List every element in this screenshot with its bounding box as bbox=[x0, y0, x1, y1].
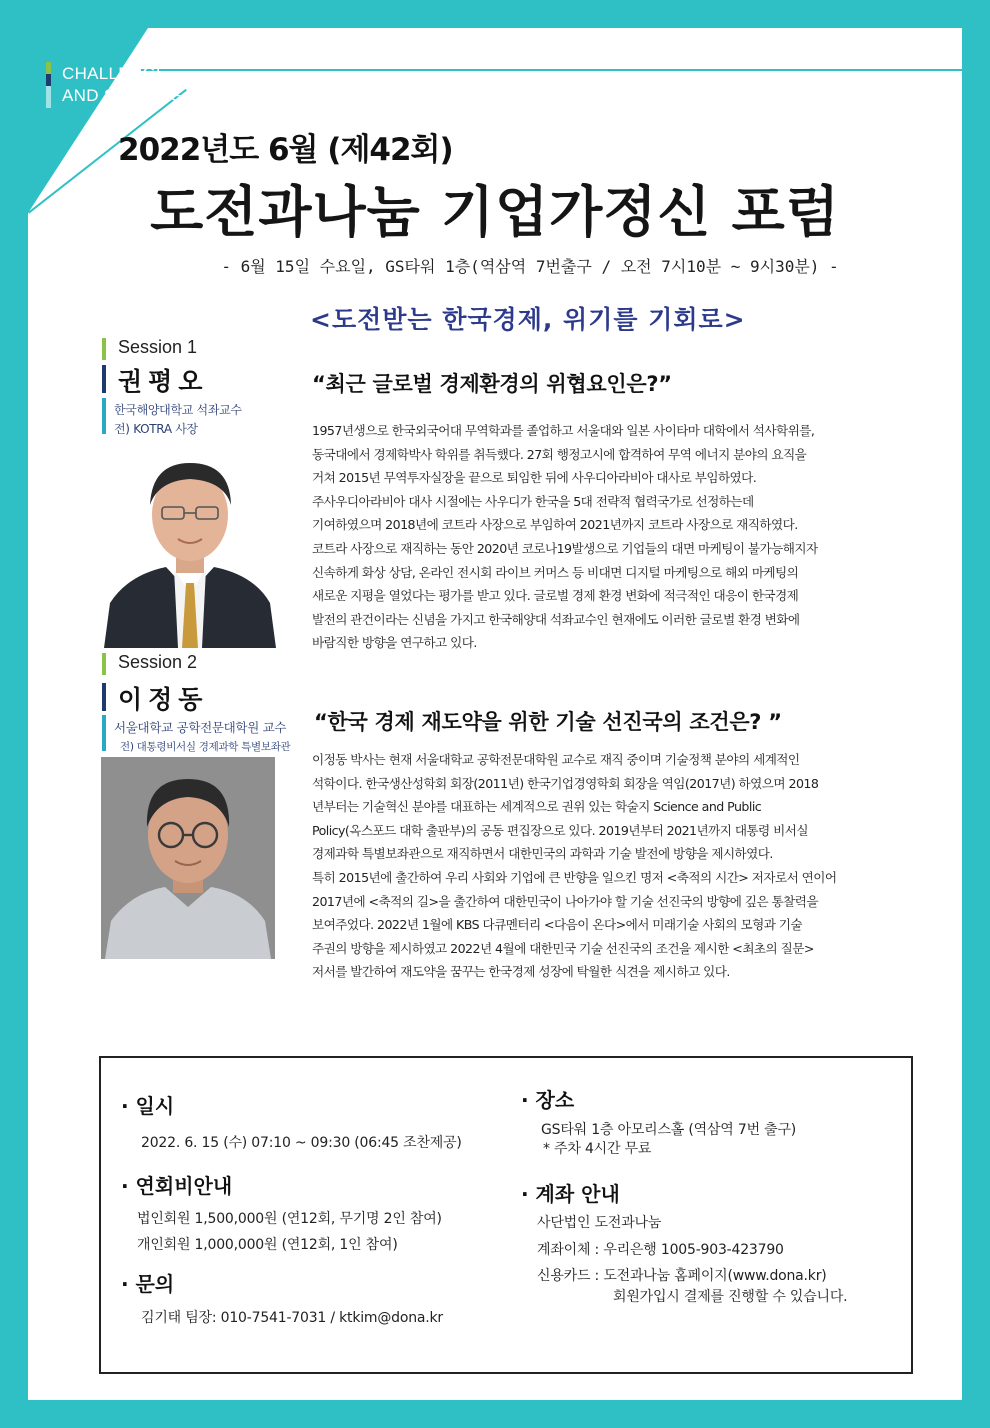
forum-title: 도전과나눔 기업가정신 포럼 bbox=[150, 180, 840, 244]
session2-bio-line: 년부터는 기술혁신 분야를 대표하는 세계적으로 권위 있는 학술지 Science and Public bbox=[312, 799, 762, 815]
session2-bio-line: 2017년에 <축적의 길>을 출간하여 대한민국이 나아가야 할 기술 선진국의 방향에 깊은 통찰력을 bbox=[312, 893, 819, 909]
account-card: 신용카드 : 도전과나눔 홈페이지(www.dona.kr) bbox=[537, 1268, 827, 1284]
session1-speaker-name: 권평오 bbox=[118, 367, 209, 396]
session2-affiliation: 서울대학교 공학전문대학원 교수 bbox=[114, 720, 287, 735]
brand-bar-navy bbox=[46, 74, 51, 86]
session2-speaker-name: 이정동 bbox=[118, 685, 209, 714]
session2-former-role: 전) 대통령비서실 경제과학 특별보좌관 bbox=[120, 741, 291, 753]
session1-speaker-photo bbox=[104, 443, 276, 648]
event-info-box bbox=[99, 1056, 913, 1374]
frame-line bbox=[140, 69, 962, 71]
session1-bar-teal bbox=[102, 398, 106, 434]
session1-affiliation: 한국해양대학교 석좌교수 bbox=[114, 403, 242, 417]
session1-bio-line: 기여하였으며 2018년에 코트라 사장으로 부임하여 2021년까지 코트라 사장으로 재직하였다. bbox=[312, 517, 798, 533]
date-heading: · 일시 bbox=[121, 1094, 175, 1118]
account-org: 사단법인 도전과나눔 bbox=[537, 1215, 662, 1231]
session1-bio-line: 새로운 지평을 열었다는 평가를 받고 있다. 글로벌 경제 환경 변화에 적극적인 대응이 한국경제 bbox=[312, 588, 799, 604]
fee-heading: · 연회비안내 bbox=[121, 1174, 233, 1198]
session1-former-role: 전) KOTRA 사장 bbox=[114, 422, 198, 436]
session1-bio bbox=[312, 419, 927, 655]
account-transfer: 계좌이체 : 우리은행 1005-903-423790 bbox=[537, 1242, 784, 1258]
session1-bio-line: 주사우디아라비아 대사 시절에는 사우디가 한국을 5대 전략적 협력국가로 선정하는데 bbox=[312, 493, 754, 509]
session2-bar-teal bbox=[102, 715, 106, 751]
session2-bio-line: 이정동 박사는 현재 서울대학교 공학전문대학원 교수로 재직 중이며 기술정책 분야의 세계적인 bbox=[312, 752, 800, 767]
session1-bio-line: 거쳐 2015년 무역투자실장을 끝으로 퇴임한 뒤에 사우디아라비아 대사로 부임하였다. bbox=[312, 470, 757, 486]
date-text: 2022. 6. 15 (수) 07:10 ~ 09:30 (06:45 조찬제공) bbox=[141, 1135, 462, 1151]
forum-theme: <도전받는 한국경제, 위기를 기회로> bbox=[310, 305, 746, 334]
brand-bar-green bbox=[46, 62, 51, 74]
session2-portrait-icon bbox=[101, 757, 275, 959]
fee-individual: 개인회원 1,000,000원 (연12회, 1인 참여) bbox=[137, 1237, 398, 1253]
session1-bio-line: 발전의 관건이라는 신념을 가지고 한국해양대 석좌교수인 현재에도 이러한 글로벌 환경 변화에 bbox=[312, 611, 800, 627]
venue-text: GS타워 1층 아모리스홀 (역삼역 7번 출구) bbox=[541, 1122, 797, 1138]
session2-bio-line: 보여주었다. 2022년 1월에 KBS 다큐멘터리 <다음이 온다>에서 미래기술 사회의 모형과 기술 bbox=[312, 917, 803, 933]
brand-line1: CHALLENGE bbox=[62, 64, 168, 83]
session1-bio-line: 신속하게 화상 상담, 온라인 전시회 라이브 커머스 등 비대면 디지털 마케팅으로 해외 마케팅의 bbox=[312, 564, 799, 580]
venue-heading: · 장소 bbox=[521, 1088, 575, 1112]
contact-text: 김기태 팀장: 010-7541-7031 / ktkim@dona.kr bbox=[141, 1310, 443, 1326]
session2-question: “한국 경제 재도약을 위한 기술 선진국의 조건은? ” bbox=[314, 710, 782, 734]
session1-portrait-icon bbox=[104, 443, 276, 648]
session2-bio bbox=[312, 748, 927, 984]
session2-bio-line: 석학이다. 한국생산성학회 회장(2011년) 한국기업경영학회 회장을 역임(2017년) 하였으며 2018 bbox=[312, 775, 819, 791]
account-card-note: 회원가입시 결제를 진행할 수 있습니다. bbox=[613, 1289, 848, 1305]
session2-bio-line: 특히 2015년에 출간하여 우리 사회와 기업에 큰 반향을 일으킨 명저 <축적의 시간> 저자로서 연이어 bbox=[312, 869, 837, 885]
session2-bio-line: 저서를 발간하여 재도약을 꿈꾸는 한국경제 성장에 탁월한 식견을 제시하고 있다. bbox=[312, 964, 730, 980]
session2-bio-line: 경제과학 특별보좌관으로 재직하면서 대한민국의 과학과 기술 발전에 방향을 제시하였다. bbox=[312, 846, 773, 862]
session1-bio-line: 코트라 사장으로 재직하는 동안 2020년 코로나19발생으로 기업들의 대면 마케팅이 불가능해지자 bbox=[312, 540, 818, 556]
session1-bar-navy bbox=[102, 365, 106, 393]
session1-bio-line: 동국대에서 경제학박사 학위를 취득했다. 27회 행정고시에 합격하여 무역 에너지 분야의 요직을 bbox=[312, 446, 807, 462]
edition-title: 2022년도 6월 (제42회) bbox=[118, 132, 453, 168]
event-subline: - 6월 15일 수요일, GS타워 1층(역삼역 7번출구 / 오전 7시10분 ~ 9시30분) - bbox=[221, 257, 839, 276]
session2-bar-navy bbox=[102, 683, 106, 711]
contact-heading: · 문의 bbox=[121, 1272, 175, 1296]
account-heading: · 계좌 안내 bbox=[521, 1182, 620, 1206]
parking-note: * 주차 4시간 무료 bbox=[543, 1141, 652, 1157]
session1-question: “최근 글로벌 경제환경의 위협요인은?” bbox=[312, 372, 672, 396]
brand-line2: AND SHARING bbox=[62, 86, 184, 105]
session1-bio-line: 바람직한 방향을 연구하고 있다. bbox=[312, 635, 477, 651]
brand-bar-light bbox=[46, 86, 51, 108]
session2-speaker-photo bbox=[101, 757, 275, 959]
session2-bio-line: Policy(옥스포드 대학 출판부)의 공동 편집장으로 있다. 2019년부터 2021년까지 대통령 비서실 bbox=[312, 822, 808, 838]
session1-label: Session 1 bbox=[118, 337, 198, 357]
fee-corporate: 법인회원 1,500,000원 (연12회, 무기명 2인 참여) bbox=[137, 1211, 442, 1227]
session1-bio-line: 1957년생으로 한국외국어대 무역학과를 졸업하고 서울대와 일본 사이타마 대학에서 석사학위를, bbox=[312, 423, 815, 438]
session2-bio-line: 주권의 방향을 제시하였고 2022년 4월에 대한민국 기술 선진국의 조건을 제시한 <최초의 질문> bbox=[312, 940, 814, 956]
session2-label: Session 2 bbox=[118, 652, 198, 672]
